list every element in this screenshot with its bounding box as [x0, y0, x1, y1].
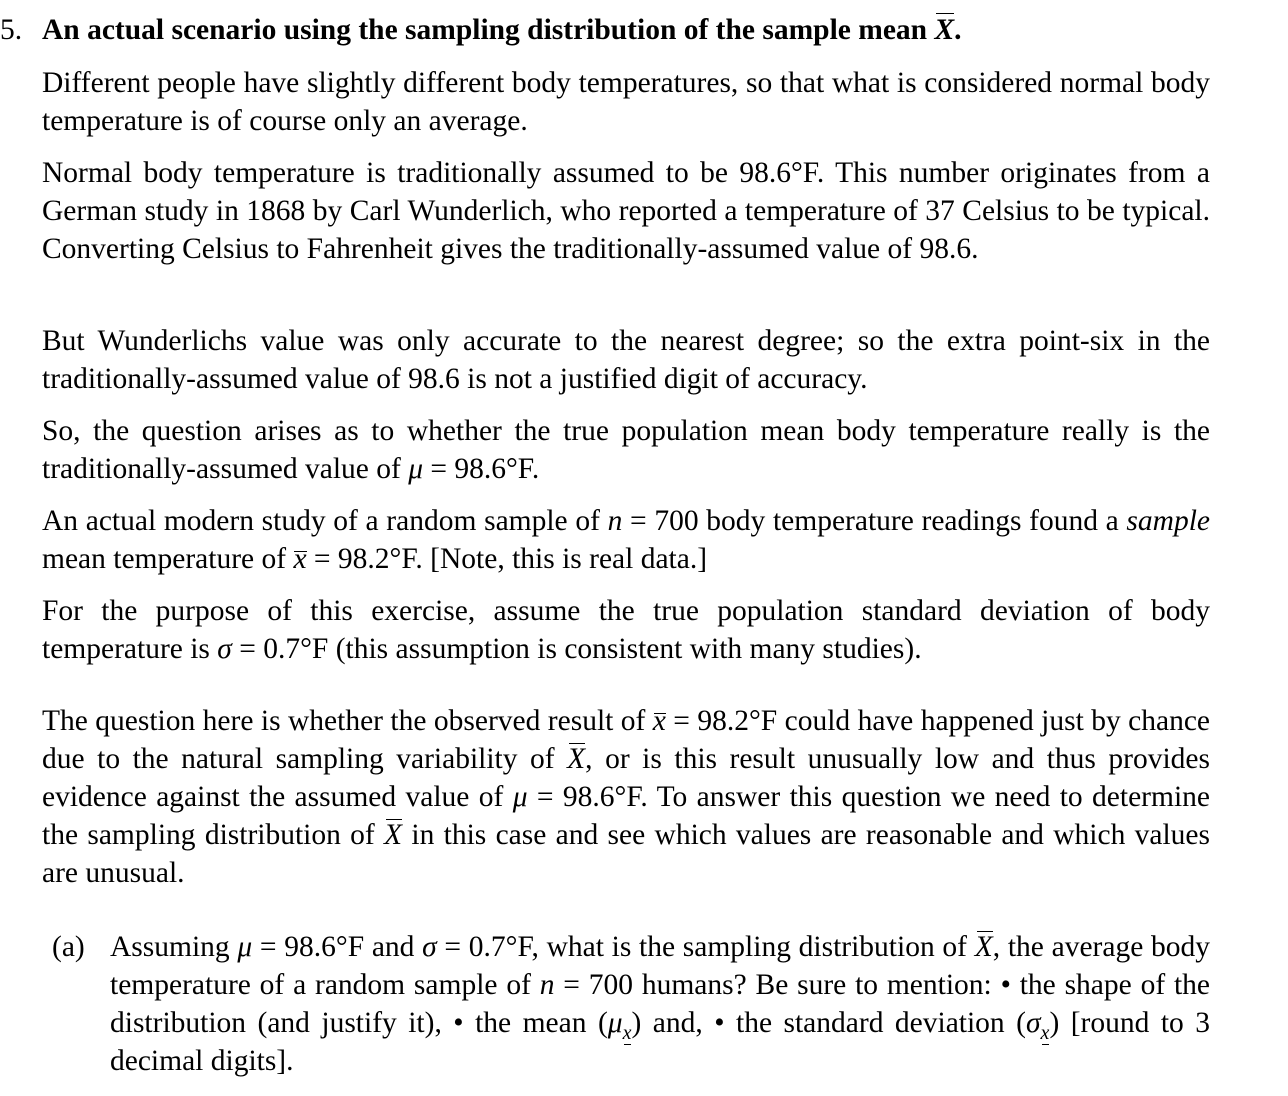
- paragraph-goal: The question here is whether the observed result of x = 98.2°F could have happened just by chance due to the natural sampling variability of X, or is this result unusually low and thus provides evidence against the assumed value of μ = 98.6°F. To answer this question we need to determine the sampling distribution of X in this case and see which values are reasonable and which values are unusual.: [42, 702, 1210, 892]
- paragraph-assumption: For the purpose of this exercise, assume the true population standard deviation of body temperature is σ = 0.7°F (this assumption is consistent with many studies).: [42, 595, 1210, 665]
- problem-number: 5.: [0, 14, 23, 46]
- part-a-label: (a): [52, 931, 85, 963]
- paragraph-intro: Different people have slightly different body temperatures, so that what is considered normal body temperature is of course only an average.: [42, 67, 1210, 137]
- paragraph-study: An actual modern study of a random sample of n = 700 body temperature readings found a sample mean temperature of x = 98.2°F. [Note, this is real data.]: [42, 502, 1210, 578]
- part-a-text: Assuming μ = 98.6°F and σ = 0.7°F, what is the sampling distribution of X, the average body temperature of a random sample of n = 700 humans? Be sure to mention: • the shape of the distribution (and justify it), • the mean $(\mu_x)$ and, • the standard deviation $(\sigma_x)$ [round to 3 decimal digits].: [110, 928, 1210, 1080]
- paragraph-accuracy: But Wunderlichs value was only accurate to the nearest degree; so the extra point-six in the traditionally-assumed value of 98.6 is not a justified digit of accuracy.: [42, 325, 1210, 395]
- paragraph-history: Normal body temperature is traditionally assumed to be 98.6°F. This number originates from a German study in 1868 by Carl Wunderlich, who reported a temperature of 37 Celsius to be typical. Converting Celsius to Fahrenheit gives the traditionally-assumed value of 98.6.: [42, 157, 1210, 265]
- paragraph-question: So, the question arises as to whether the true population mean body temperature really is the traditionally-assumed value of μ = 98.6°F.: [42, 415, 1210, 485]
- problem-title: An actual scenario using the sampling distribution of the sample mean X.: [42, 10, 962, 50]
